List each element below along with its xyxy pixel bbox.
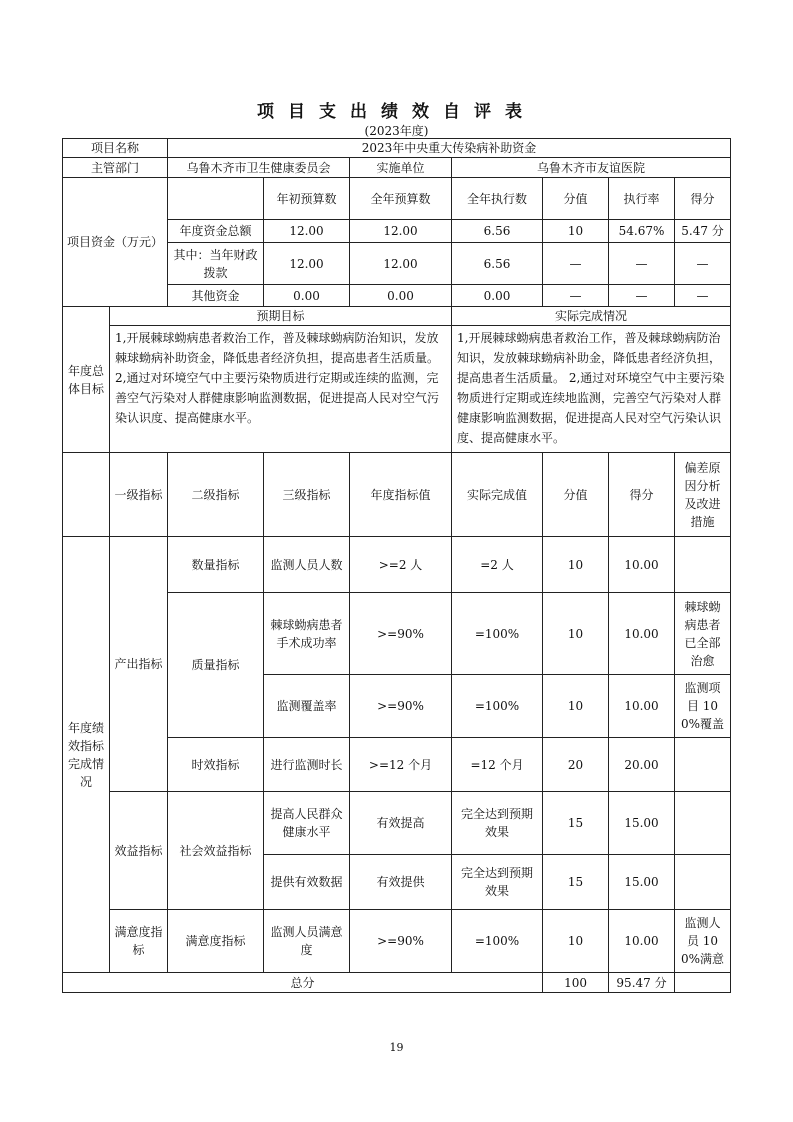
got-value: 10.00	[609, 675, 675, 738]
year-note: (2023年度)	[364, 124, 429, 138]
target-value: >=90%	[350, 675, 452, 738]
level1-output: 产出指标	[110, 537, 168, 792]
funds-row-name: 年度资金总额	[168, 220, 264, 243]
level1-benefit: 效益指标	[110, 792, 168, 910]
funds-header: 执行率	[609, 178, 675, 220]
funds-label: 项目资金（万元）	[63, 178, 168, 307]
total-blank	[675, 973, 731, 993]
score-value: 10	[543, 910, 609, 973]
score-value: 10	[543, 593, 609, 675]
score-value: 15	[543, 855, 609, 910]
funds-row-name: 其他资金	[168, 285, 264, 307]
funds-cell: 12.00	[350, 243, 452, 285]
indicator-header: 得分	[609, 453, 675, 537]
indicator-header: 偏差原因分析及改进措施	[675, 453, 731, 537]
funds-cell: 12.00	[264, 220, 350, 243]
level1-satisfaction: 满意度指标	[110, 910, 168, 973]
indicator-header: 实际完成值	[452, 453, 543, 537]
indicator-header-blank	[63, 453, 110, 537]
indicator-header: 年度指标值	[350, 453, 452, 537]
deviation-note	[675, 537, 731, 593]
funds-cell: 6.56	[452, 243, 543, 285]
funds-cell: —	[675, 285, 731, 307]
funds-cell: 0.00	[350, 285, 452, 307]
score-value: 10	[543, 537, 609, 593]
dept-label: 主管部门	[63, 158, 168, 178]
level2-social-benefit: 社会效益指标	[168, 792, 264, 910]
funds-row-name: 其中：当年财政拨款	[168, 243, 264, 285]
target-value: 有效提供	[350, 855, 452, 910]
dept-value: 乌鲁木齐市卫生健康委员会	[168, 158, 350, 178]
deviation-note	[675, 792, 731, 855]
impl-label: 实施单位	[350, 158, 452, 178]
target-value: >=12 个月	[350, 738, 452, 792]
score-value: 20	[543, 738, 609, 792]
indicator-header: 分值	[543, 453, 609, 537]
funds-cell: 10	[543, 220, 609, 243]
expected-goal-header: 预期目标	[110, 307, 452, 326]
score-value: 15	[543, 792, 609, 855]
indicator-header: 二级指标	[168, 453, 264, 537]
level3-indicator: 监测人员满意度	[264, 910, 350, 973]
got-value: 10.00	[609, 593, 675, 675]
funds-cell: 6.56	[452, 220, 543, 243]
deviation-note: 监测项目 100%覆盖	[675, 675, 731, 738]
deviation-note	[675, 738, 731, 792]
level3-indicator: 监测人员人数	[264, 537, 350, 593]
funds-cell: 0.00	[452, 285, 543, 307]
funds-cell: 0.00	[264, 285, 350, 307]
got-value: 20.00	[609, 738, 675, 792]
level2-quality: 质量指标	[168, 593, 264, 738]
level3-indicator: 棘球蚴病患者手术成功率	[264, 593, 350, 675]
actual-value: =100%	[452, 675, 543, 738]
evaluation-table	[62, 138, 731, 993]
funds-header: 年初预算数	[264, 178, 350, 220]
impl-value: 乌鲁木齐市友谊医院	[452, 158, 731, 178]
funds-header: 分值	[543, 178, 609, 220]
level3-indicator: 提高人民群众健康水平	[264, 792, 350, 855]
funds-cell: 54.67%	[609, 220, 675, 243]
score-value: 10	[543, 675, 609, 738]
funds-cell: 5.47 分	[675, 220, 731, 243]
funds-cell: —	[609, 285, 675, 307]
indicator-header: 一级指标	[110, 453, 168, 537]
total-score: 100	[543, 973, 609, 993]
expected-goal-paragraphs: 1,开展棘球蚴病患者救治工作，普及棘球蚴病防治知识，发放棘球蚴病补助资金，降低患者经济负担，提高患者生活质量。 2,通过对环境空气中主要污染物质进行定期或连续的监测，完善空气污染对人群健康影响监测数据，促进提高人民对空气污染认识度、提高健康水平。	[115, 331, 440, 425]
page-number: 19	[389, 1041, 404, 1054]
actual-value: =2 人	[452, 537, 543, 593]
actual-goal-header: 实际完成情况	[452, 307, 731, 326]
target-value: >=90%	[350, 593, 452, 675]
deviation-note: 棘球蚴病患者已全部治愈	[675, 593, 731, 675]
funds-header: 得分	[675, 178, 731, 220]
actual-value: =100%	[452, 593, 543, 675]
funds-cell: —	[609, 243, 675, 285]
project-name-label: 项目名称	[63, 139, 168, 158]
actual-value: 完全达到预期效果	[452, 855, 543, 910]
actual-goal-text: 1,开展棘球蚴病患者救治工作，普及棘球蚴病防治知识，发放棘球蚴病补助金，降低患者经济负担，提高患者生活质量。 2,通过对环境空气中主要污染物质进行定期或连续地监测，完善空气污染对人群健康影响监测数据，促进提高人民对空气污染认识度、提高健康水平。	[452, 326, 731, 453]
indicators-section-label: 年度绩效指标完成情况	[63, 537, 110, 973]
got-value: 10.00	[609, 910, 675, 973]
funds-header: 全年预算数	[350, 178, 452, 220]
total-got: 95.47 分	[609, 973, 675, 993]
funds-cell: —	[543, 243, 609, 285]
level2-quantity: 数量指标	[168, 537, 264, 593]
funds-header: 全年执行数	[452, 178, 543, 220]
indicator-header: 三级指标	[264, 453, 350, 537]
level3-indicator: 提供有效数据	[264, 855, 350, 910]
actual-value: =12 个月	[452, 738, 543, 792]
target-value: >=90%	[350, 910, 452, 973]
got-value: 15.00	[609, 792, 675, 855]
level2-timeliness: 时效指标	[168, 738, 264, 792]
actual-value: =100%	[452, 910, 543, 973]
deviation-note: 监测人员 100%满意	[675, 910, 731, 973]
level2-satisfaction: 满意度指标	[168, 910, 264, 973]
funds-header-blank	[168, 178, 264, 220]
funds-cell: 12.00	[350, 220, 452, 243]
got-value: 10.00	[609, 537, 675, 593]
actual-value: 完全达到预期效果	[452, 792, 543, 855]
level3-indicator: 进行监测时长	[264, 738, 350, 792]
funds-cell: 12.00	[264, 243, 350, 285]
deviation-note	[675, 855, 731, 910]
expected-goal-text	[110, 326, 452, 453]
total-label: 总分	[63, 973, 543, 993]
target-value: >=2 人	[350, 537, 452, 593]
got-value: 15.00	[609, 855, 675, 910]
target-value: 有效提高	[350, 792, 452, 855]
page-title: 项目支出绩效自评表	[257, 102, 536, 122]
project-name-value: 2023年中央重大传染病补助资金	[168, 139, 731, 158]
goals-label: 年度总体目标	[63, 307, 110, 453]
level3-indicator: 监测覆盖率	[264, 675, 350, 738]
funds-cell: —	[543, 285, 609, 307]
funds-cell: —	[675, 243, 731, 285]
